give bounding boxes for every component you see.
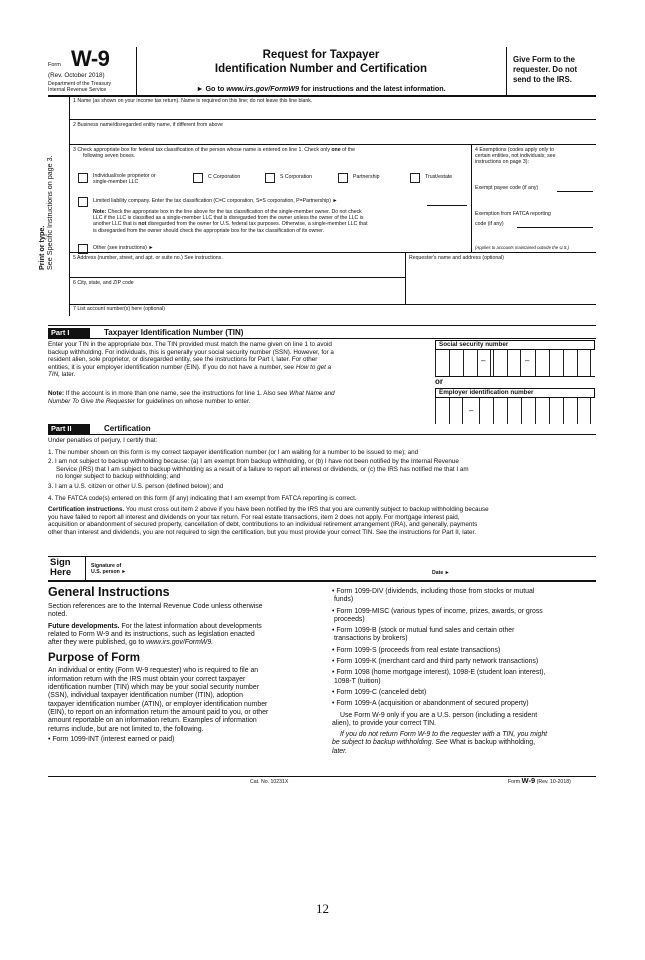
part-2-label: Part II bbox=[48, 424, 90, 434]
general-instructions bbox=[48, 585, 328, 744]
future-developments: Future developments. For the latest information about developments related to Form W-9 and its instructions, such as legislation enacted after they were published, go to www.irs.gov/FormW9. bbox=[48, 622, 262, 647]
line-3-label: 3 Check appropriate box for federal tax classification of the person whose name is entered on line 1. Check only one of the bbox=[73, 147, 356, 153]
partnership-label: Partnership bbox=[353, 174, 380, 180]
give-form-note: Give Form to the requester. Do not send to the IRS. bbox=[513, 55, 578, 84]
line-2-label: 2 Business name/disregarded entity name, if different from above bbox=[73, 122, 223, 128]
date-label: Date ► bbox=[432, 570, 450, 576]
purpose-heading: Purpose of Form bbox=[48, 652, 141, 665]
exempt-payee-label: Exempt payee code (if any) bbox=[475, 185, 539, 191]
general-heading: General Instructions bbox=[48, 585, 170, 599]
ein-field[interactable] bbox=[435, 398, 595, 424]
form-word: Form bbox=[48, 62, 61, 68]
certification-text: Under penalties of perjury, I certify that: 1. The number shown on this form is my correct taxpayer identification number (or I am waiting for a number to be issued to me); and 2. I am not subject to backup withholding because: (a) I am exempt from backup withholding, or (b) I have not been notified by the Internal Revenue Service (IRS) that I am subject to backup withholding as a result of a failure to report all interest or dividends, or (c) the IRS has notified me that I am no longer subject to backup withholding; and 3. I am a U.S. citizen or other U.S. person (defined below); and 4. The FATCA code(s) entered on this form (if any) indicating that I am exempt from FATCA reporting is correct. Certification instructions. You must cross out item 2 above if you have been notified by the IRS that you are currently subject to backup withholding because you have failed to report all interest and dividends on your tax return. For real estate transactions, item 2 does not apply. For mortgage interest paid, acquisition or abandonment of secured property, cancellation of debt, contributions to an individual retirement arrangement (IRA), and generally, payments other than interest and dividends, you are not required to sign the certification, but you must provide your correct TIN. See the instructions for Part II, later. bbox=[48, 437, 489, 536]
line-6-label: 6 City, state, and ZIP code bbox=[73, 280, 134, 286]
partnership-checkbox[interactable] bbox=[338, 173, 348, 183]
s-corporation-label: S Corporation bbox=[280, 174, 313, 180]
fatca-input[interactable] bbox=[517, 219, 593, 227]
llc-note: Note: Check the appropriate box in the line above for the tax classification of the single-member owner. Do not check LLC if the LLC is classified as a single-member LLC that is disregarded from the owner unless the owner of the LLC is another LLC that is not disregarded from the owner for U.S. federal tax purposes. Otherwise, a single-member LLC that is disregarded from the owner should check the appropriate box for the tax classification of its owner. bbox=[93, 209, 368, 234]
or-label: or bbox=[435, 377, 443, 386]
ein-dash: – bbox=[469, 406, 474, 415]
address-input[interactable] bbox=[73, 263, 403, 275]
llc-classification-input[interactable] bbox=[427, 197, 467, 205]
signature-field[interactable] bbox=[140, 560, 425, 578]
llc-label: Limited liability company. Enter the tax classification (C=C corporation, S=S corporation, P=Partnership) ► bbox=[93, 198, 338, 204]
fatca-applies-note: (Applies to accounts maintained outside the U.S.) bbox=[475, 245, 570, 250]
goto-instructions: ► Go to www.irs.gov/FormW9 for instructions and the latest information. bbox=[196, 84, 446, 93]
ein-label: Employer identification number bbox=[435, 388, 595, 398]
requester-label: Requester's name and address (optional) bbox=[409, 255, 504, 261]
date-field[interactable] bbox=[455, 560, 593, 578]
purpose-text: An individual or entity (Form W-9 requester) who is required to file an information return with the IRS must obtain your correct taxpayer identification number (TIN) which may be your social security number (SSN), individual taxpayer identification number (ITIN), adoption taxpayer identification number (ATIN), or employer identification number (EIN), to report on an information return the amount paid to you, or other amount reportable on an information return. Examples of information returns include, but are not limited to, the following. • Form 1099-INT (interest earned or paid) bbox=[48, 667, 269, 743]
individual-label: Individual/sole proprietor or bbox=[93, 173, 156, 179]
other-input[interactable] bbox=[172, 244, 468, 252]
tin-instructions: Enter your TIN in the appropriate box. The TIN provided must match the name given on line 1 to avoid backup withholding. For individuals, this is generally your social security number (SSN). However, for a resident alien, sole proprietor, or disregarded entity, see the instructions for Part I, later. For other entities, it is your employer identification number (EIN). If you do not have a number, see How to get a TIN, later. bbox=[48, 341, 334, 379]
part-1-title: Taxpayer Identification Number (TIN) bbox=[104, 328, 244, 337]
page-number: 12 bbox=[316, 901, 329, 916]
c-corporation-label: C Corporation bbox=[208, 174, 241, 180]
fatca-label: Exemption from FATCA reporting bbox=[475, 211, 551, 217]
s-corporation-checkbox[interactable] bbox=[265, 173, 275, 183]
title-line-2: Identification Number and Certification bbox=[214, 63, 428, 75]
signature-label: Signature of U.S. person ► bbox=[91, 563, 127, 576]
city-state-zip-input[interactable] bbox=[73, 288, 403, 300]
part-1-label: Part I bbox=[48, 328, 90, 338]
business-name-input[interactable] bbox=[73, 130, 593, 142]
side-instructions: Print or type. See Specific Instructions on page 3. bbox=[37, 155, 54, 270]
section-references: Section references are to the Internal Revenue Code unless otherwise noted. bbox=[48, 603, 263, 619]
fatca-label-2: code (if any) bbox=[475, 221, 504, 227]
exemptions-label: 4 Exemptions (codes apply only to certain entities, not individuals; see instructions on page 3): bbox=[475, 147, 556, 166]
agency: Internal Revenue Service bbox=[48, 87, 107, 93]
part-2-title: Certification bbox=[104, 424, 151, 433]
ssn-label: Social security number bbox=[435, 340, 595, 350]
line-3-label-cont: following seven boxes. bbox=[83, 153, 136, 159]
ssn-dash-1: – bbox=[481, 356, 486, 365]
part-2-header bbox=[48, 424, 596, 435]
c-corporation-checkbox[interactable] bbox=[193, 173, 203, 183]
llc-checkbox[interactable] bbox=[78, 197, 88, 207]
form-name: W-9 bbox=[71, 46, 110, 71]
ssn-dash-2: – bbox=[525, 356, 530, 365]
other-label: Other (see instructions) ► bbox=[93, 245, 154, 251]
title-line-1: Request for Taxpayer bbox=[262, 49, 380, 61]
line-5-label: 5 Address (number, street, and apt. or suite no.) See instructions. bbox=[73, 255, 223, 261]
account-number-input[interactable] bbox=[73, 313, 593, 323]
line-7-label: 7 List account number(s) here (optional) bbox=[73, 306, 165, 312]
footer-form-id: Form W-9 (Rev. 10-2018) bbox=[508, 776, 571, 785]
ssn-field[interactable] bbox=[435, 350, 595, 377]
form-revision: (Rev. October 2018) bbox=[48, 72, 105, 79]
trust-estate-checkbox[interactable] bbox=[410, 173, 420, 183]
trust-estate-label: Trust/estate bbox=[425, 174, 453, 180]
tin-note: Note: If the account is in more than one name, see the instructions for line 1. Also see What Name and Number To Give the Requester for guidelines on whose number to enter. bbox=[48, 390, 335, 405]
requester-input[interactable] bbox=[409, 263, 593, 301]
part-1-header bbox=[48, 328, 596, 339]
department: Department of the Treasury bbox=[48, 81, 112, 87]
irs-url: www.irs.gov/FormW9 bbox=[226, 84, 300, 93]
form-list: • Form 1099-DIV (dividends, including those from stocks or mutual funds) • Form 1099-MISC (various types of income, prizes, awards, or gross proceeds) • Form 1099-B (stock or mutual fund sales and certain other transactions by brokers) • Form 1099-S (proceeds from real estate transactions) • Form 1099-K (merchant card and third party network transactions) • Form 1098 (home mortgage interest), 1098-E (student loan interest), 1098-T (tuition) • Form 1099-C (canceled debt) • Form 1099-A (acquisition or abandonment of secured property) Use Form W-9 only if you are a U.S. person (including a resident alien), to provide your correct TIN. If you do not return Form W-9 to the requester with a TIN, you might be subject to backup withholding. See What is backup withholding, later. bbox=[332, 588, 548, 755]
name-input[interactable] bbox=[73, 106, 593, 118]
exempt-payee-input[interactable] bbox=[557, 183, 593, 191]
individual-checkbox[interactable] bbox=[78, 173, 88, 183]
line-1-label: 1 Name (as shown on your income tax return). Name is required on this line; do not leave this line blank. bbox=[73, 98, 313, 104]
sign-label: Sign Here bbox=[50, 557, 72, 578]
individual-label-2: single-member LLC bbox=[93, 179, 139, 185]
catalog-number: Cat. No. 10231X bbox=[250, 779, 289, 785]
